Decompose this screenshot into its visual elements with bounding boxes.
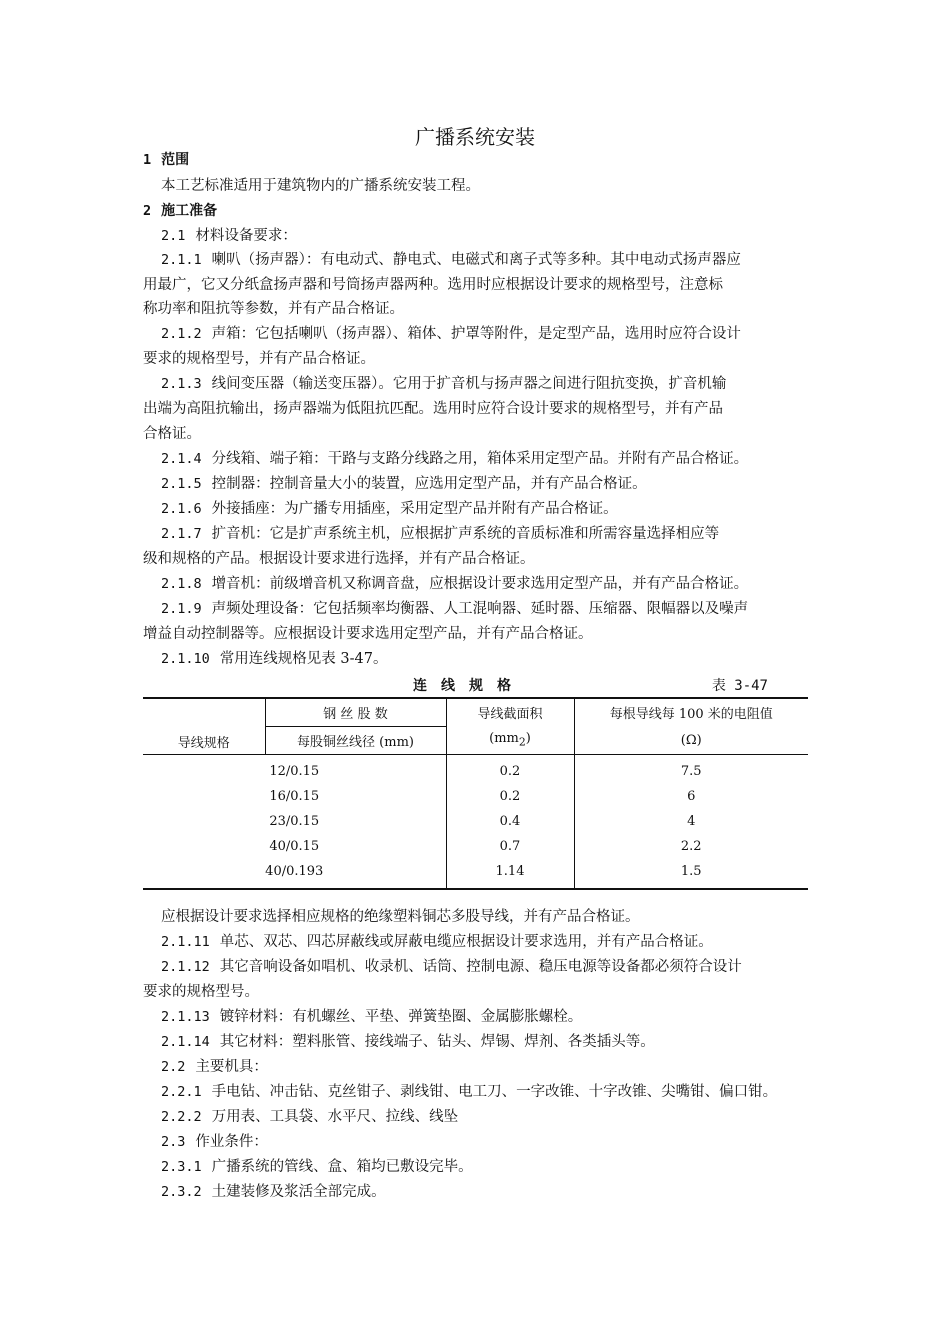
cell-area: 0.2 <box>446 784 574 809</box>
clause-text: 控制器：控制音量大小的装置，应选用定型产品，并有产品合格证。 <box>211 476 647 492</box>
paragraph-scope: 本工艺标准适用于建筑物内的广播系统安装工程。 <box>161 178 480 194</box>
cell-resistance: 6 <box>574 784 808 809</box>
clause-2-1-3 <box>161 372 813 397</box>
clause-number: 2.1.6 <box>161 501 202 517</box>
clause-number: 2.3 <box>161 1134 186 1150</box>
clause-number: 2.1.9 <box>161 601 202 617</box>
unit-subscript: 2 <box>518 736 526 750</box>
clause-2-1-4 <box>161 447 813 472</box>
clause-number: 2.1.3 <box>161 376 202 392</box>
cell-spec: 12/0.15 <box>269 764 320 779</box>
clause-number: 2.1.12 <box>161 959 210 975</box>
cell-area: 0.7 <box>446 834 574 859</box>
clause-number: 2.2 <box>161 1059 186 1075</box>
clause-2-1-10 <box>161 647 813 672</box>
clause-number: 2.2.2 <box>161 1109 202 1125</box>
clause-number: 2.1.7 <box>161 526 202 542</box>
clause-2-1-3-line-3: 合格证。 <box>143 426 201 442</box>
cell-resistance: 1.5 <box>574 859 808 889</box>
clause-text: 线间变压器（输送变压器）。它用于扩音机与扬声器之间进行阻抗变换，扩音机输 <box>211 376 727 392</box>
paragraph-after-table: 应根据设计要求选择相应规格的绝缘塑料铜芯多股导线，并有产品合格证。 <box>161 909 640 925</box>
clause-2-2 <box>161 1055 813 1080</box>
clause-number: 2.1.2 <box>161 326 202 342</box>
clause-text: 土建装修及浆活全部完成。 <box>211 1184 386 1200</box>
clause-text: 万用表、工具袋、水平尺、拉线、线坠 <box>211 1109 459 1125</box>
cell-area: 0.2 <box>446 755 574 785</box>
header-cross-section: 导线截面积 <box>446 698 574 727</box>
clause-2-1-7 <box>161 522 813 547</box>
clause-2-1-14 <box>161 1030 813 1055</box>
clause-text: 其它材料：塑料胀管、接线端子、钻头、焊锡、焊剂、各类插头等。 <box>219 1034 655 1050</box>
table-caption-row <box>143 675 808 697</box>
section-heading-scope <box>143 148 813 173</box>
clause-number: 2.1 <box>161 228 186 244</box>
clause-2-2-2 <box>161 1105 813 1130</box>
table-row <box>143 755 808 785</box>
table-row <box>143 859 808 889</box>
section-title: 范围 <box>161 152 190 168</box>
clause-2-3 <box>161 1130 813 1155</box>
clause-number: 2.1.10 <box>161 651 210 667</box>
header-strand-count: 钢 丝 股 数 <box>265 698 446 727</box>
clause-text: 手电钻、冲击钻、克丝钳子、剥线钳、电工刀、一字改锥、十字改锥、尖嘴钳、偏口钳。 <box>211 1084 778 1100</box>
clause-2-2-1 <box>161 1080 813 1105</box>
clause-number: 2.1.13 <box>161 1009 210 1025</box>
document-title: 广播系统安装 <box>415 125 535 149</box>
section-number: 2 <box>143 203 152 219</box>
clause-text: 单芯、双芯、四芯屏蔽线或屏蔽电缆应根据设计要求选用，并有产品合格证。 <box>219 934 713 950</box>
cell-resistance: 4 <box>574 809 808 834</box>
clause-2-1-12 <box>161 955 813 980</box>
clause-number: 2.1.8 <box>161 576 202 592</box>
clause-text: 镀锌材料：有机螺丝、平垫、弹簧垫圈、金属膨胀螺栓。 <box>219 1009 583 1025</box>
wire-spec-table <box>143 697 808 890</box>
table-number: 表 3-47 <box>711 678 768 694</box>
clause-2-1-3-line-2: 出端为高阻抗输出，扬声器端为低阻抗匹配。选用时应符合设计要求的规格型号，并有产品 <box>143 401 723 417</box>
clause-2-1-12-line-2: 要求的规格型号。 <box>143 984 259 1000</box>
clause-text: 常用连线规格见表 3-47。 <box>219 651 388 667</box>
clause-number: 2.1.5 <box>161 476 202 492</box>
clause-text: 分线箱、端子箱：干路与支路分线路之用，箱体采用定型产品。并附有产品合格证。 <box>211 451 749 467</box>
clause-text: 作业条件： <box>195 1134 268 1150</box>
clause-2-3-2 <box>161 1180 813 1205</box>
section-number: 1 <box>143 152 152 168</box>
unit-close: ) <box>525 731 531 747</box>
clause-text: 其它音响设备如唱机、收录机、话筒、控制电源、稳压电源等设备都必须符合设计 <box>219 959 742 975</box>
table-row <box>143 784 808 809</box>
clause-text: 扩音机：它是扩声系统主机，应根据扩声系统的音质标准和所需容量选择相应等 <box>211 526 720 542</box>
cell-spec: 40/0.193 <box>143 859 446 889</box>
clause-number: 2.3.1 <box>161 1159 202 1175</box>
section-title: 施工准备 <box>161 203 218 219</box>
clause-2-3-1 <box>161 1155 813 1180</box>
cell-resistance: 7.5 <box>574 755 808 785</box>
header-resistance-unit: (Ω) <box>574 727 808 755</box>
section-heading-preparation <box>143 199 813 224</box>
clause-2-1-1-line-3: 称功率和阻抗等参数，并有产品合格证。 <box>143 301 404 317</box>
table-row <box>143 834 808 859</box>
clause-text: 喇叭（扬声器）：有电动式、静电式、电磁式和离子式等多种。其中电动式扬声器应 <box>211 252 741 268</box>
table-caption: 连线规格 <box>413 678 525 694</box>
header-wire-spec: 导线规格 <box>143 698 265 755</box>
clause-number: 2.1.11 <box>161 934 210 950</box>
cell-spec: 16/0.15 <box>269 789 320 804</box>
clause-number: 2.1.1 <box>161 252 202 268</box>
clause-2-1-6 <box>161 497 813 522</box>
clause-2-1-11 <box>161 930 813 955</box>
header-strand-diameter: 每股铜丝线径 (mm) <box>265 727 446 755</box>
clause-text: 主要机具： <box>195 1059 268 1075</box>
clause-2-1-13 <box>161 1005 813 1030</box>
cell-area: 1.14 <box>446 859 574 889</box>
clause-text: 声箱：它包括喇叭（扬声器）、箱体、护罩等附件，是定型产品，选用时应符合设计 <box>211 326 741 342</box>
clause-2-1-9-line-2: 增益自动控制器等。应根据设计要求选用定型产品，并有产品合格证。 <box>143 626 593 642</box>
clause-text: 广播系统的管线、盒、箱均已敷设完毕。 <box>211 1159 473 1175</box>
clause-2-1-2-line-2: 要求的规格型号，并有产品合格证。 <box>143 351 375 367</box>
clause-text: 声频处理设备：它包括频率均衡器、人工混响器、延时器、压缩器、限幅器以及噪声 <box>211 601 749 617</box>
clause-2-1-1 <box>161 248 813 273</box>
clause-text: 外接插座：为广播专用插座，采用定型产品并附有产品合格证。 <box>211 501 618 517</box>
cell-spec: 23/0.15 <box>269 814 320 829</box>
clause-2-1-7-line-2: 级和规格的产品。根据设计要求进行选择，并有产品合格证。 <box>143 551 535 567</box>
clause-text: 增音机：前级增音机又称调音盘，应根据设计要求选用定型产品，并有产品合格证。 <box>211 576 749 592</box>
clause-number: 2.3.2 <box>161 1184 202 1200</box>
cell-spec: 40/0.15 <box>269 839 320 854</box>
clause-number: 2.2.1 <box>161 1084 202 1100</box>
table-row <box>143 809 808 834</box>
clause-2-1-1-line-2: 用最广，它又分纸盒扬声器和号筒扬声器两种。选用时应根据设计要求的规格型号，注意标 <box>143 277 723 293</box>
clause-text: 材料设备要求： <box>195 228 297 244</box>
cell-resistance: 2.2 <box>574 834 808 859</box>
header-cross-section-unit <box>446 727 574 755</box>
clause-2-1-8 <box>161 572 813 597</box>
clause-number: 2.1.4 <box>161 451 202 467</box>
clause-2-1 <box>161 224 813 249</box>
cell-area: 0.4 <box>446 809 574 834</box>
unit-text: (mm <box>489 731 519 747</box>
clause-2-1-9 <box>161 597 813 622</box>
clause-number: 2.1.14 <box>161 1034 210 1050</box>
clause-2-1-2 <box>161 322 813 347</box>
clause-2-1-5 <box>161 472 813 497</box>
header-resistance: 每根导线每 100 米的电阻值 <box>574 698 808 727</box>
